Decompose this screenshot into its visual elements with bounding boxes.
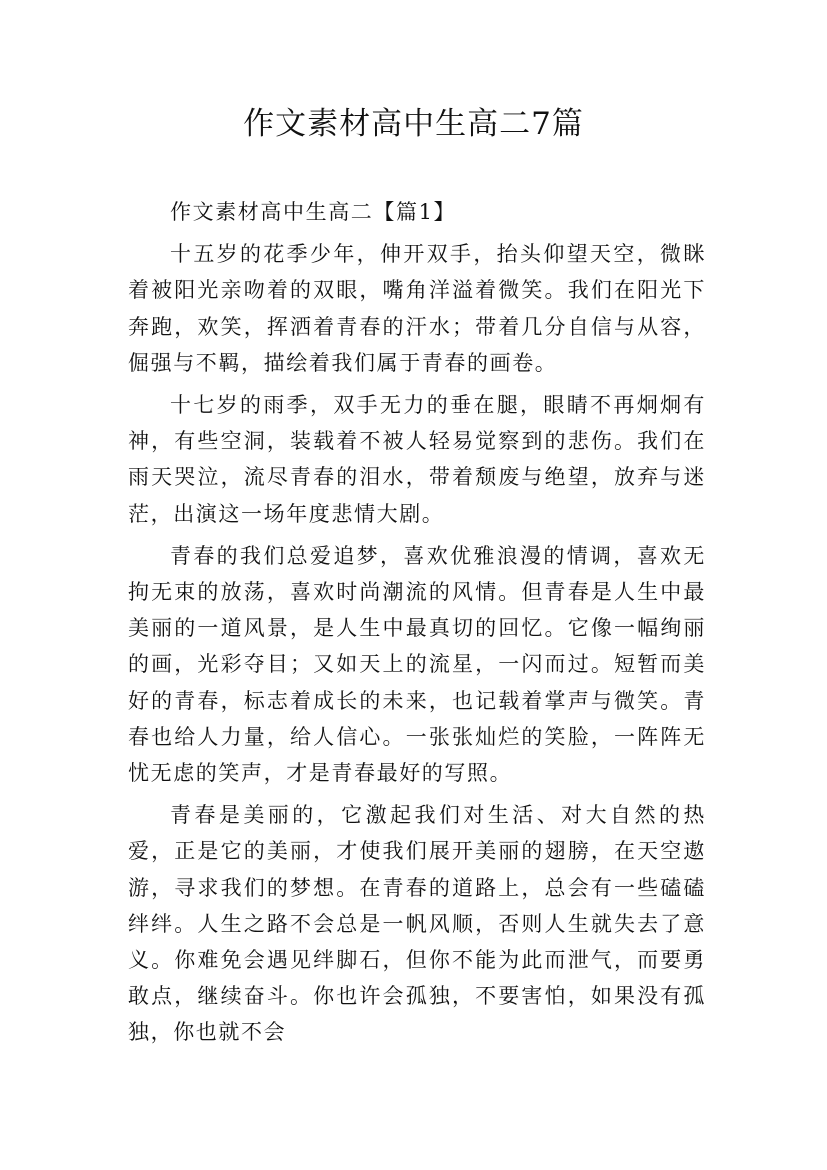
paragraph-2: 十七岁的雨季，双手无力的垂在腿，眼睛不再炯炯有神，有些空洞，装载着不被人轻易觉察到的悲伤。我们在雨天哭泣，流尽青春的泪水，带着颓废与绝望，放弃与迷茫，出演这一场年度悲情大剧。	[128, 393, 706, 526]
document-title: 作文素材高中生高二7篇	[243, 106, 584, 142]
paragraph-1: 十五岁的花季少年，伸开双手，抬头仰望天空，微眯着被阳光亲吻着的双眼，嘴角洋溢着微笑。我们在阳光下奔跑，欢笑，挥洒着青春的汗水；带着几分自信与从容，倔强与不羁，描绘着我们属于青春的画卷。	[128, 242, 706, 375]
document-body	[128, 194, 706, 1051]
paragraph-3: 青春的我们总爱追梦，喜欢优雅浪漫的情调，喜欢无拘无束的放荡，喜欢时尚潮流的风情。但青春是人生中最美丽的一道风景，是人生中最真切的回忆。它像一幅绚丽的画，光彩夺目；又如天上的流星，一闪而过。短暂而美好的青春，标志着成长的未来，也记载着掌声与微笑。青春也给人力量，给人信心。一张张灿烂的笑脸，一阵阵无忧无虑的笑声，才是青春最好的写照。	[128, 543, 706, 786]
section-heading: 作文素材高中生高二【篇1】	[170, 200, 457, 224]
paragraph-4: 青春是美丽的，它激起我们对生活、对大自然的热爱，正是它的美丽，才使我们展开美丽的翅膀，在天空遨游，寻求我们的梦想。在青春的道路上，总会有一些磕磕绊绊。人生之路不会总是一帆风顺，否则人生就失去了意义。你难免会遇见绊脚石，但你不能为此而泄气，而要勇敢点，继续奋斗。你也许会孤独，不要害怕，如果没有孤独，你也就不会	[128, 803, 706, 1045]
